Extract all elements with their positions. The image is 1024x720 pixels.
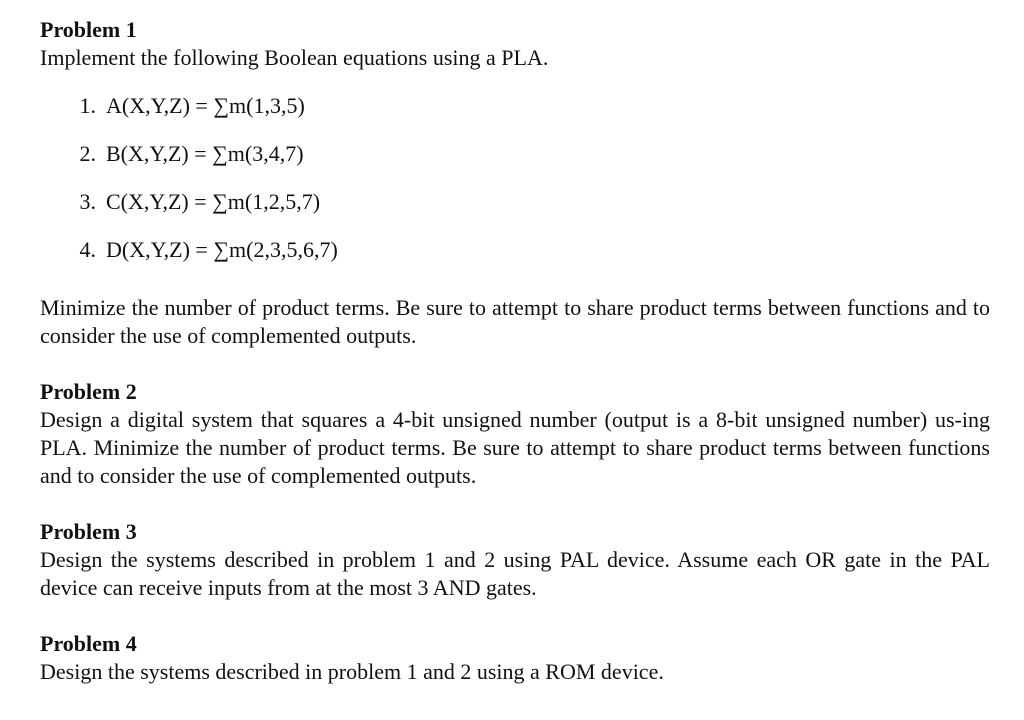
document-page: [40, 16, 990, 686]
problem-4-section: [40, 630, 990, 686]
equation-number: 1.: [79, 93, 96, 118]
problem-1-intro: Implement the following Boolean equations using a PLA.: [40, 45, 549, 70]
problem-1-section: [40, 16, 990, 350]
equation-item: [40, 236, 990, 264]
equation-item: [40, 140, 990, 168]
equation-text: A(X,Y,Z) = ∑m(1,3,5): [106, 93, 305, 118]
equation-text: B(X,Y,Z) = ∑m(3,4,7): [106, 141, 304, 166]
equation-number: 3.: [79, 189, 96, 214]
problem-3-section: [40, 518, 990, 602]
problem-1-instruction: Minimize the number of product terms. Be sure to attempt to share product terms between functions and to consider the use of complemented outputs.: [40, 295, 990, 348]
equation-number: 4.: [79, 237, 96, 262]
equation-item: [40, 92, 990, 120]
problem-4-body: Design the systems described in problem 1 and 2 using a ROM device.: [40, 659, 664, 684]
equation-text: C(X,Y,Z) = ∑m(1,2,5,7): [106, 189, 321, 214]
problem-2-section: [40, 378, 990, 490]
problem-4-heading: Problem 4: [40, 631, 137, 656]
equation-item: [40, 188, 990, 216]
problem-2-heading: Problem 2: [40, 379, 137, 404]
problem-3-heading: Problem 3: [40, 519, 137, 544]
problem-2-body: Design a digital system that squares a 4-bit unsigned number (output is a 8-bit unsigned number) us-ing PLA. Minimize the number of product terms. Be sure to attempt to share product terms between functions and to consider the use of complemented outputs.: [40, 407, 990, 488]
equation-text: D(X,Y,Z) = ∑m(2,3,5,6,7): [106, 237, 338, 262]
problem-3-body: Design the systems described in problem 1 and 2 using PAL device. Assume each OR gate in the PAL device can receive inputs from at the most 3 AND gates.: [40, 547, 990, 600]
equation-number: 2.: [79, 141, 96, 166]
problem-1-heading: Problem 1: [40, 17, 137, 42]
equation-list: [40, 92, 990, 264]
